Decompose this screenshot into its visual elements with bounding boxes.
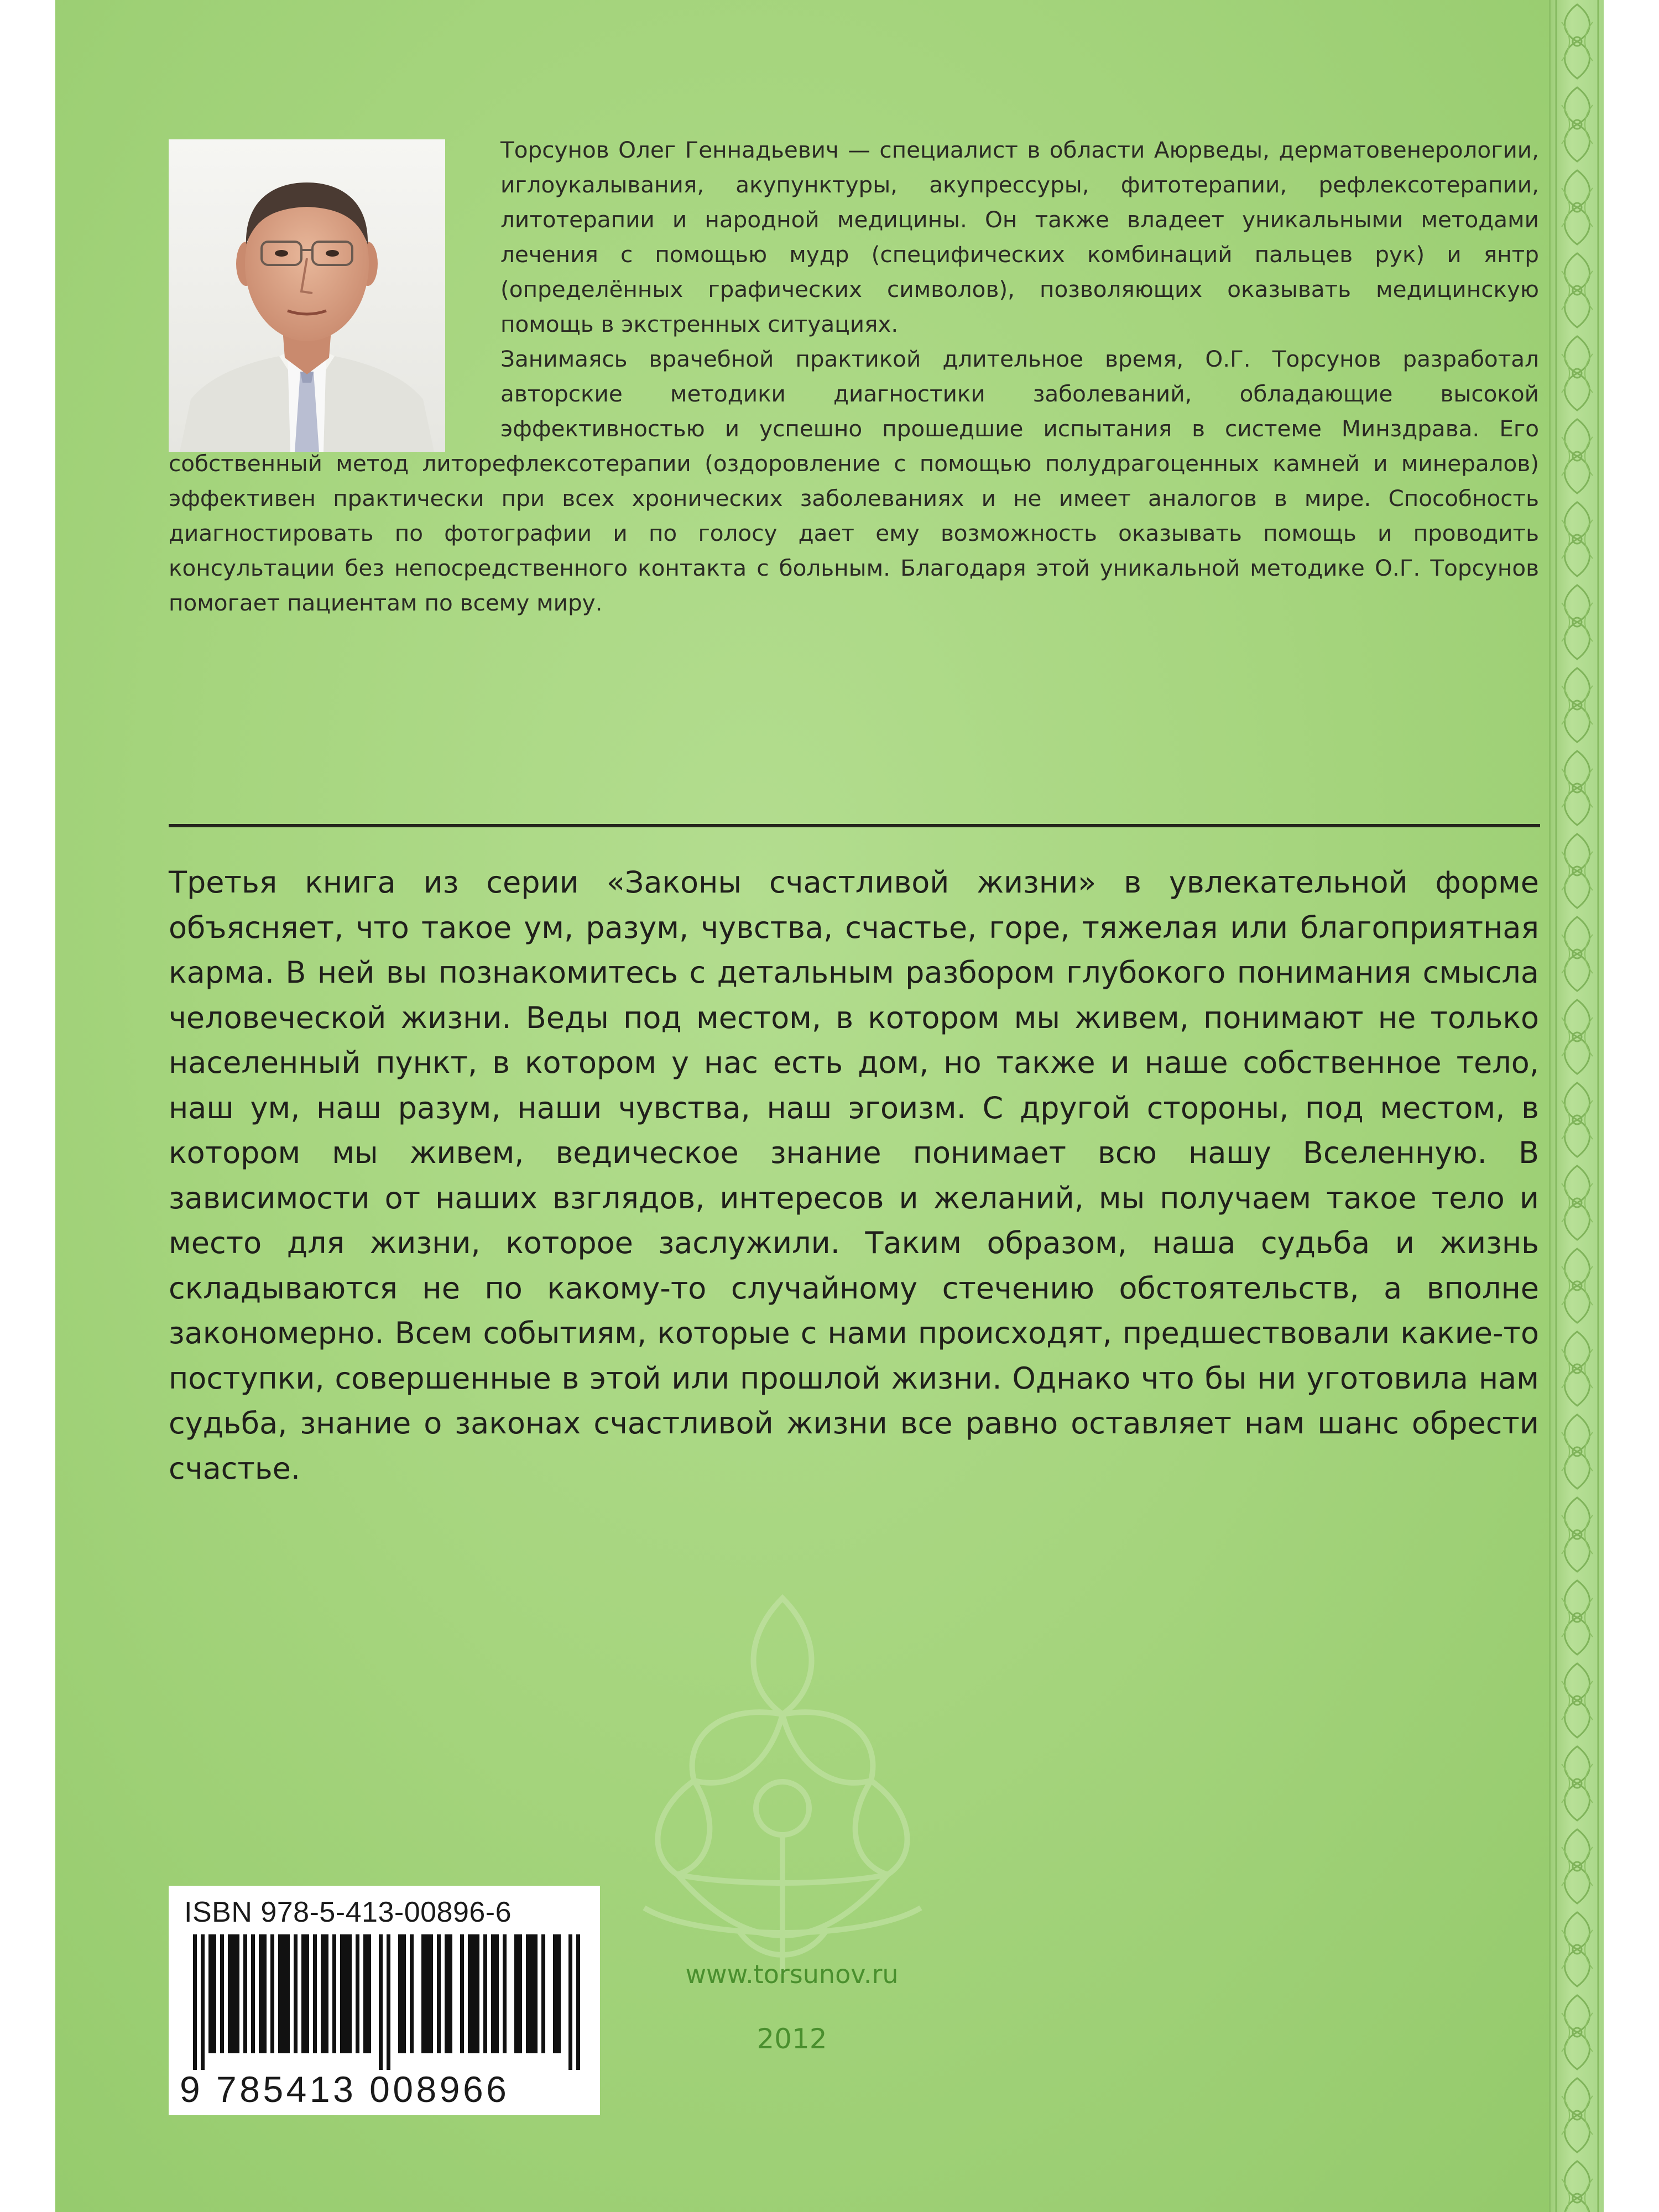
photo-spacer [169,133,500,431]
spine-strip [1549,0,1604,2212]
barcode-label [169,1886,600,2115]
publication-year: 2012 [757,2023,827,2055]
book-back-cover [55,0,1604,2212]
barcode-icon [193,1934,580,2070]
publisher-website: www.torsunov.ru [685,1959,899,1989]
isbn-number: ISBN 978-5-413-00896-6 [184,1896,512,1928]
author-biography [169,133,1539,620]
decorative-ornament-icon [611,1576,954,2212]
section-divider [169,824,1540,827]
bio-paragraph-1: Торсунов Олег Геннадьевич — специалист в области Аюрведы, дерматовенерологии, иглоукалывания, акупунктуры, акупрессуры, фитотерапии, рефлексотерапии, литотерапии и народной медицины. Он также владеет уникальными методами лечения с помощью мудр (специфических комбинаций пальцев рук) и янтр (определённых графических символов), позволяющих оказывать медицинскую помощь в экстренных ситуациях. [500,137,1539,337]
bio-paragraph-2: Занимаясь врачебной практикой длительное время, О.Г. Торсунов разработал авторские методики диагностики заболеваний, обладающие высокой эффективностью и успешно прошедшие испытания в системе Минздрава. Его собственный метод литорефлексотерапии (оздоровление с помощью полудрагоценных камней и минералов) эффективен практически при всех хронических заболеваниях и не имеет аналогов в мире. Способность диагностировать по фотографии и по голосу дает ему возможность оказывать помощь и проводить консультации без непосредственного контакта с больным. Благодаря этой уникальной методике О.Г. Торсунов помогает пациентам по всему миру. [169,346,1539,616]
barcode-digits: 9 785413 008966 [180,2069,510,2110]
spine-ornament-icon [1551,0,1604,2212]
book-annotation: Третья книга из серии «Законы счастливой жизни» в увлекательной форме объясняет, что такое ум, разум, чувства, счастье, горе, тяжелая или благоприятная карма. В ней вы познакомитесь с детальным разбором глубокого понимания смысла человеческой жизни. Веды под местом, в котором мы живем, понимают не только населенный пункт, в котором у нас есть дом, но также и наше собственное тело, наш ум, наш разум, наши чувства, наш эгоизм. С другой стороны, под местом, в котором мы живем, ведическое знание понимает всю нашу Вселенную. В зависимости от наших взглядов, интересов и желаний, мы получаем такое тело и место для жизни, которое заслужили. Таким образом, наша судьба и жизнь складываются не по какому-то случайному стечению обстоятельств, а вполне закономерно. Всем событиям, которые с нами происходят, предшествовали какие-то поступки, совершенные в этой или прошлой жизни. Однако что бы ни уготовила нам судьба, знание о законах счастливой жизни все равно оставляет нам шанс обрести счастье. [169,865,1539,1486]
